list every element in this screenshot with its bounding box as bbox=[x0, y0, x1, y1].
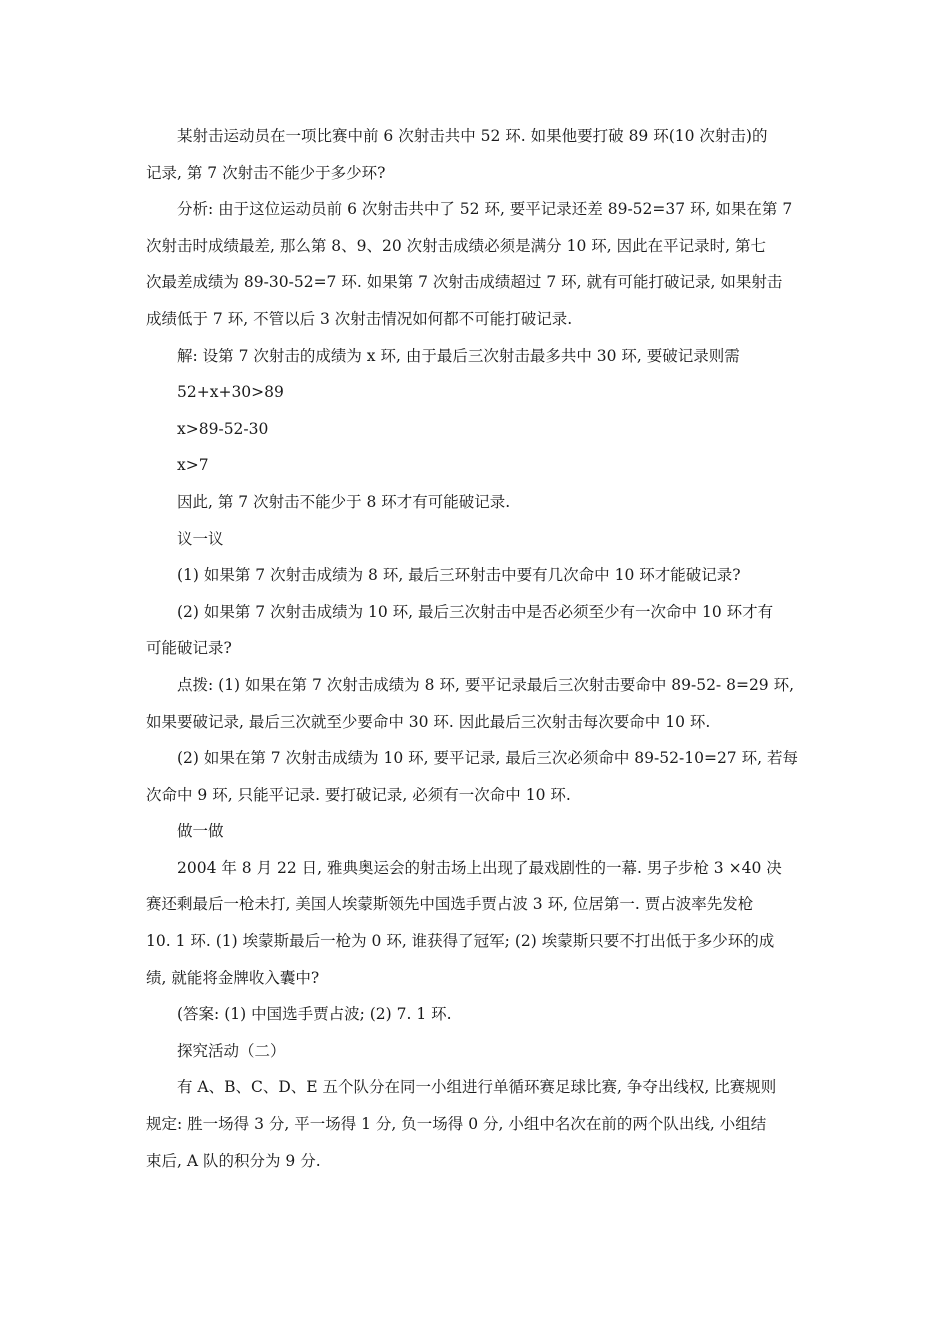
text-line: 因此, 第 7 次射击不能少于 8 环才有可能破记录. bbox=[177, 492, 511, 511]
text-line: 赛还剩最后一枪未打, 美国人埃蒙斯领先中国选手贾占波 3 环, 位居第一. 贾占波率先发枪 bbox=[146, 895, 754, 914]
text-line: 如果要破记录, 最后三次就至少要命中 30 环. 因此最后三次射击每次要命中 10 环. bbox=[146, 712, 711, 731]
text-line: 束后, A 队的积分为 9 分. bbox=[146, 1151, 321, 1170]
text-line: x>89-52-30 bbox=[177, 419, 269, 438]
text-line: 可能破记录? bbox=[146, 639, 232, 658]
text-line: (2) 如果在第 7 次射击成绩为 10 环, 要平记录, 最后三次必须命中 89-52-10=27 环, 若每 bbox=[177, 749, 798, 768]
text-line: 2004 年 8 月 22 日, 雅典奥运会的射击场上出现了最戏剧性的一幕. 男子步枪 3 ×40 决 bbox=[177, 858, 782, 877]
text-line: 有 A、B、C、D、E 五个队分在同一小组进行单循环赛足球比赛, 争夺出线权, 比赛规则 bbox=[177, 1078, 777, 1097]
text-line: 成绩低于 7 环, 不管以后 3 次射击情况如何都不可能打破记录. bbox=[146, 309, 573, 328]
text-line: x>7 bbox=[177, 456, 209, 475]
text-line: 探究活动（二） bbox=[177, 1041, 286, 1060]
text-line: 次命中 9 环, 只能平记录. 要打破记录, 必须有一次命中 10 环. bbox=[146, 785, 571, 804]
text-line: 某射击运动员在一项比赛中前 6 次射击共中 52 环. 如果他要打破 89 环(10 次射击)的 bbox=[177, 127, 768, 145]
text-line: 次最差成绩为 89-30-52=7 环. 如果第 7 次射击成绩超过 7 环, 就有可能打破记录, 如果射击 bbox=[146, 273, 783, 292]
text-line: 解: 设第 7 次射击的成绩为 x 环, 由于最后三次射击最多共中 30 环, 要破记录则需 bbox=[177, 346, 740, 365]
text-line: 10. 1 环. (1) 埃蒙斯最后一枪为 0 环, 谁获得了冠军; (2) 埃蒙斯只要不打出低于多少环的成 bbox=[146, 932, 775, 951]
text-line: 次射击时成绩最差, 那么第 8、9、20 次射击成绩必须是满分 10 环, 因此在平记录时, 第七 bbox=[146, 236, 766, 255]
document-body bbox=[146, 118, 812, 1179]
text-line: (1) 如果第 7 次射击成绩为 8 环, 最后三环射击中要有几次命中 10 环才能破记录? bbox=[177, 566, 741, 585]
text-line: 议一议 bbox=[177, 529, 224, 548]
text-line: 规定: 胜一场得 3 分, 平一场得 1 分, 负一场得 0 分, 小组中名次在前的两个队出线, 小组结 bbox=[146, 1115, 767, 1134]
text-line: 分析: 由于这位运动员前 6 次射击共中了 52 环, 要平记录还差 89-52=37 环, 如果在第 7 bbox=[177, 200, 793, 219]
text-line: 点拨: (1) 如果在第 7 次射击成绩为 8 环, 要平记录最后三次射击要命中 89-52- 8=29 环, bbox=[177, 675, 795, 694]
text-line: 记录, 第 7 次射击不能少于多少环? bbox=[146, 163, 386, 182]
text-line: (答案: (1) 中国选手贾占波; (2) 7. 1 环. bbox=[177, 1005, 452, 1024]
text-line: 绩, 就能将金牌收入囊中? bbox=[146, 968, 320, 987]
text-line: (2) 如果第 7 次射击成绩为 10 环, 最后三次射击中是否必须至少有一次命中 10 环才有 bbox=[177, 602, 774, 621]
text-line: 52+x+30>89 bbox=[177, 383, 284, 402]
text-line: 做一做 bbox=[177, 822, 224, 841]
